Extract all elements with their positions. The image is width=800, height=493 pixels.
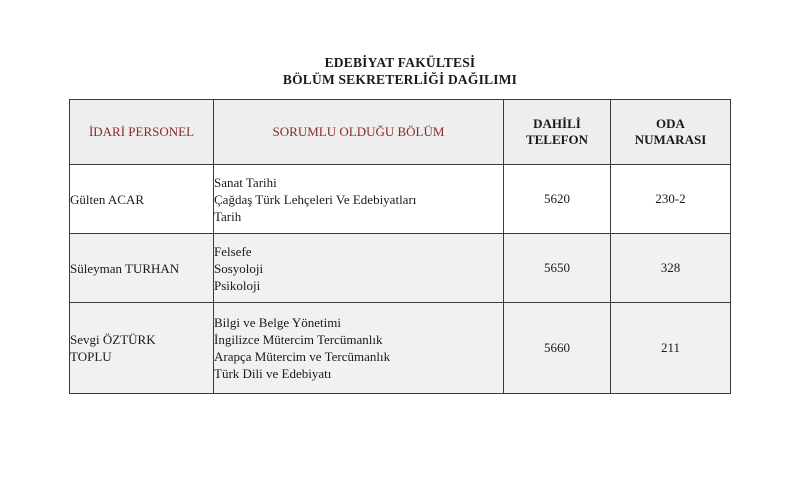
table-row <box>70 165 731 234</box>
secretary-table <box>69 99 731 394</box>
phone-cell: 5620 <box>504 165 611 234</box>
staff-name-cell: Sevgi ÖZTÜRK TOPLU <box>70 303 214 394</box>
department-cell: Felsefe Sosyoloji Psikoloji <box>214 234 504 303</box>
table-row <box>70 303 731 394</box>
title-line-faculty: EDEBİYAT FAKÜLTESİ <box>324 55 476 70</box>
department-cell: Sanat Tarihi Çağdaş Türk Lehçeleri Ve Edebiyatları Tarih <box>214 165 504 234</box>
document-title <box>0 54 800 88</box>
phone-cell: 5650 <box>504 234 611 303</box>
header-phone: DAHİLİ TELEFON <box>504 100 611 165</box>
table-header-row <box>70 100 731 165</box>
header-room: ODA NUMARASI <box>611 100 731 165</box>
staff-name-cell: Süleyman TURHAN <box>70 234 214 303</box>
phone-cell: 5660 <box>504 303 611 394</box>
table-row <box>70 234 731 303</box>
title-line-distribution: BÖLÜM SEKRETERLİĞİ DAĞILIMI <box>282 72 518 87</box>
header-department: SORUMLU OLDUĞU BÖLÜM <box>214 100 504 165</box>
room-cell: 211 <box>611 303 731 394</box>
staff-name-cell: Gülten ACAR <box>70 165 214 234</box>
room-cell: 328 <box>611 234 731 303</box>
room-cell: 230-2 <box>611 165 731 234</box>
header-staff: İDARİ PERSONEL <box>70 100 214 165</box>
department-cell: Bilgi ve Belge Yönetimi İngilizce Mütercim Tercümanlık Arapça Mütercim ve Tercümanlık Türk Dili ve Edebiyatı <box>214 303 504 394</box>
